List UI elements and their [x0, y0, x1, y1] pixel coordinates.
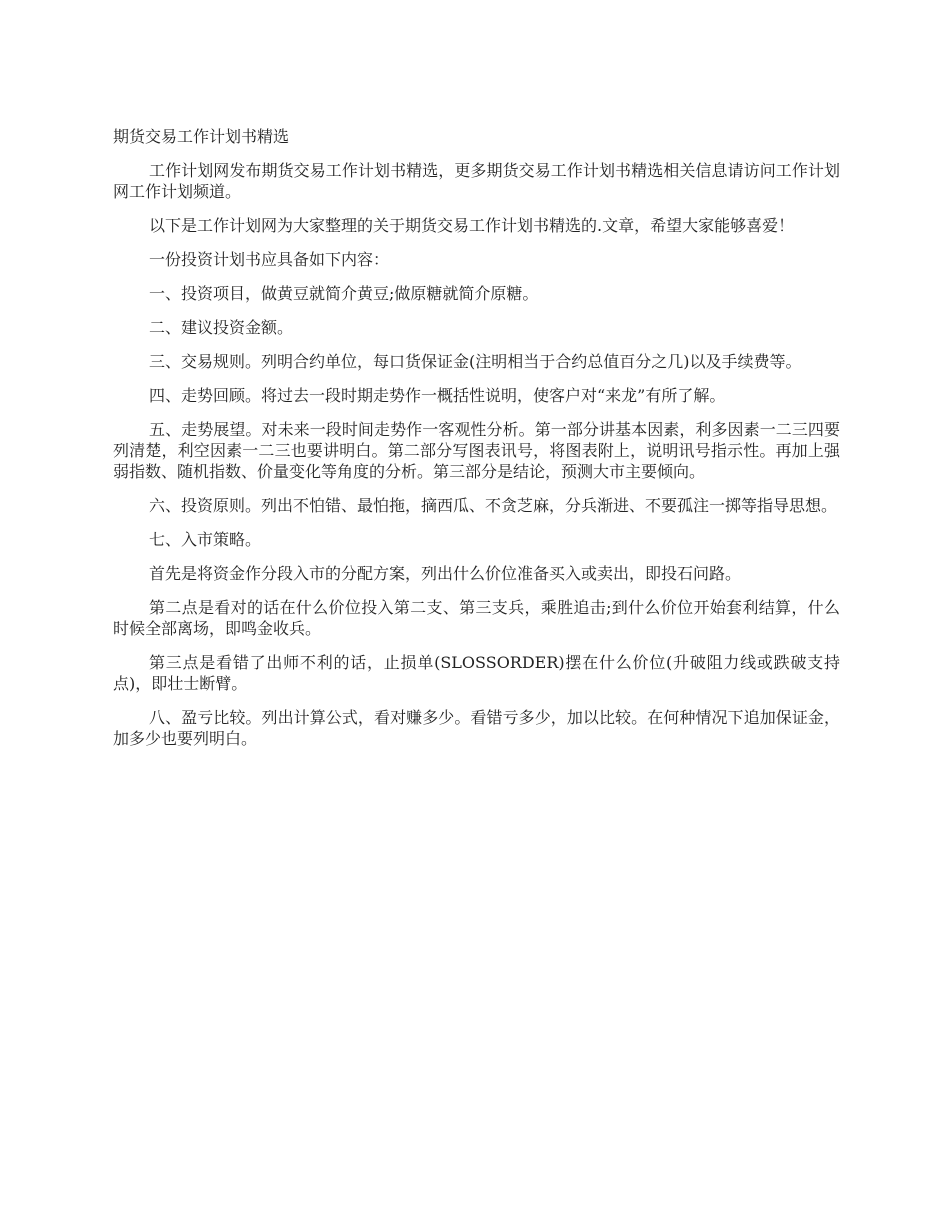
paragraph-item-8: 八、盈亏比较。列出计算公式，看对赚多少。看错亏多少，加以比较。在何种情况下追加保证金，加多少也要列明白。 [113, 708, 840, 748]
document-page [113, 126, 840, 762]
paragraph-item-5: 五、走势展望。对未来一段时间走势作一客观性分析。第一部分讲基本因素，利多因素一二三四要列清楚，利空因素一二三也要讲明白。第二部分写图表讯号，将图表附上，说明讯号指示性。再加上强弱指数、随机指数、价量变化等角度的分析。第三部分是结论，预测大市主要倾向。 [113, 420, 840, 481]
paragraph-item-3: 三、交易规则。列明合约单位，每口货保证金(注明相当于合约总值百分之几)以及手续费等。 [149, 352, 802, 371]
paragraph-strategy-2: 第二点是看对的话在什么价位投入第二支、第三支兵，乘胜追击;到什么价位开始套利结算，什么时候全部离场，即鸣金收兵。 [113, 598, 840, 638]
paragraph-item-2: 二、建议投资金额。 [149, 318, 294, 337]
paragraph-item-6: 六、投资原则。列出不怕错、最怕拖，摘西瓜、不贪芝麻，分兵渐进、不要孤注一掷等指导思想。 [149, 496, 838, 515]
paragraph-strategy-3: 第三点是看错了出师不利的话，止损单(SLOSSORDER)摆在什么价位(升破阻力线或跌破支持点)，即壮士断臂。 [113, 653, 840, 693]
paragraph-overview: 一份投资计划书应具备如下内容： [149, 250, 390, 269]
paragraph-strategy-1: 首先是将资金作分段入市的分配方案，列出什么价位准备买入或卖出，即投石问路。 [149, 564, 742, 583]
paragraph-item-1: 一、投资项目，做黄豆就简介黄豆;做原糖就简介原糖。 [149, 284, 539, 303]
paragraph-preface: 以下是工作计划网为大家整理的关于期货交易工作计划书精选的.文章，希望大家能够喜爱！ [149, 216, 795, 235]
paragraph-intro: 工作计划网发布期货交易工作计划书精选，更多期货交易工作计划书精选相关信息请访问工作计划网工作计划频道。 [113, 161, 840, 201]
paragraph-item-4: 四、走势回顾。将过去一段时期走势作一概括性说明，使客户对“来龙”有所了解。 [149, 386, 726, 405]
paragraph-item-7: 七、入市策略。 [149, 530, 262, 549]
document-title: 期货交易工作计划书精选 [113, 127, 290, 146]
